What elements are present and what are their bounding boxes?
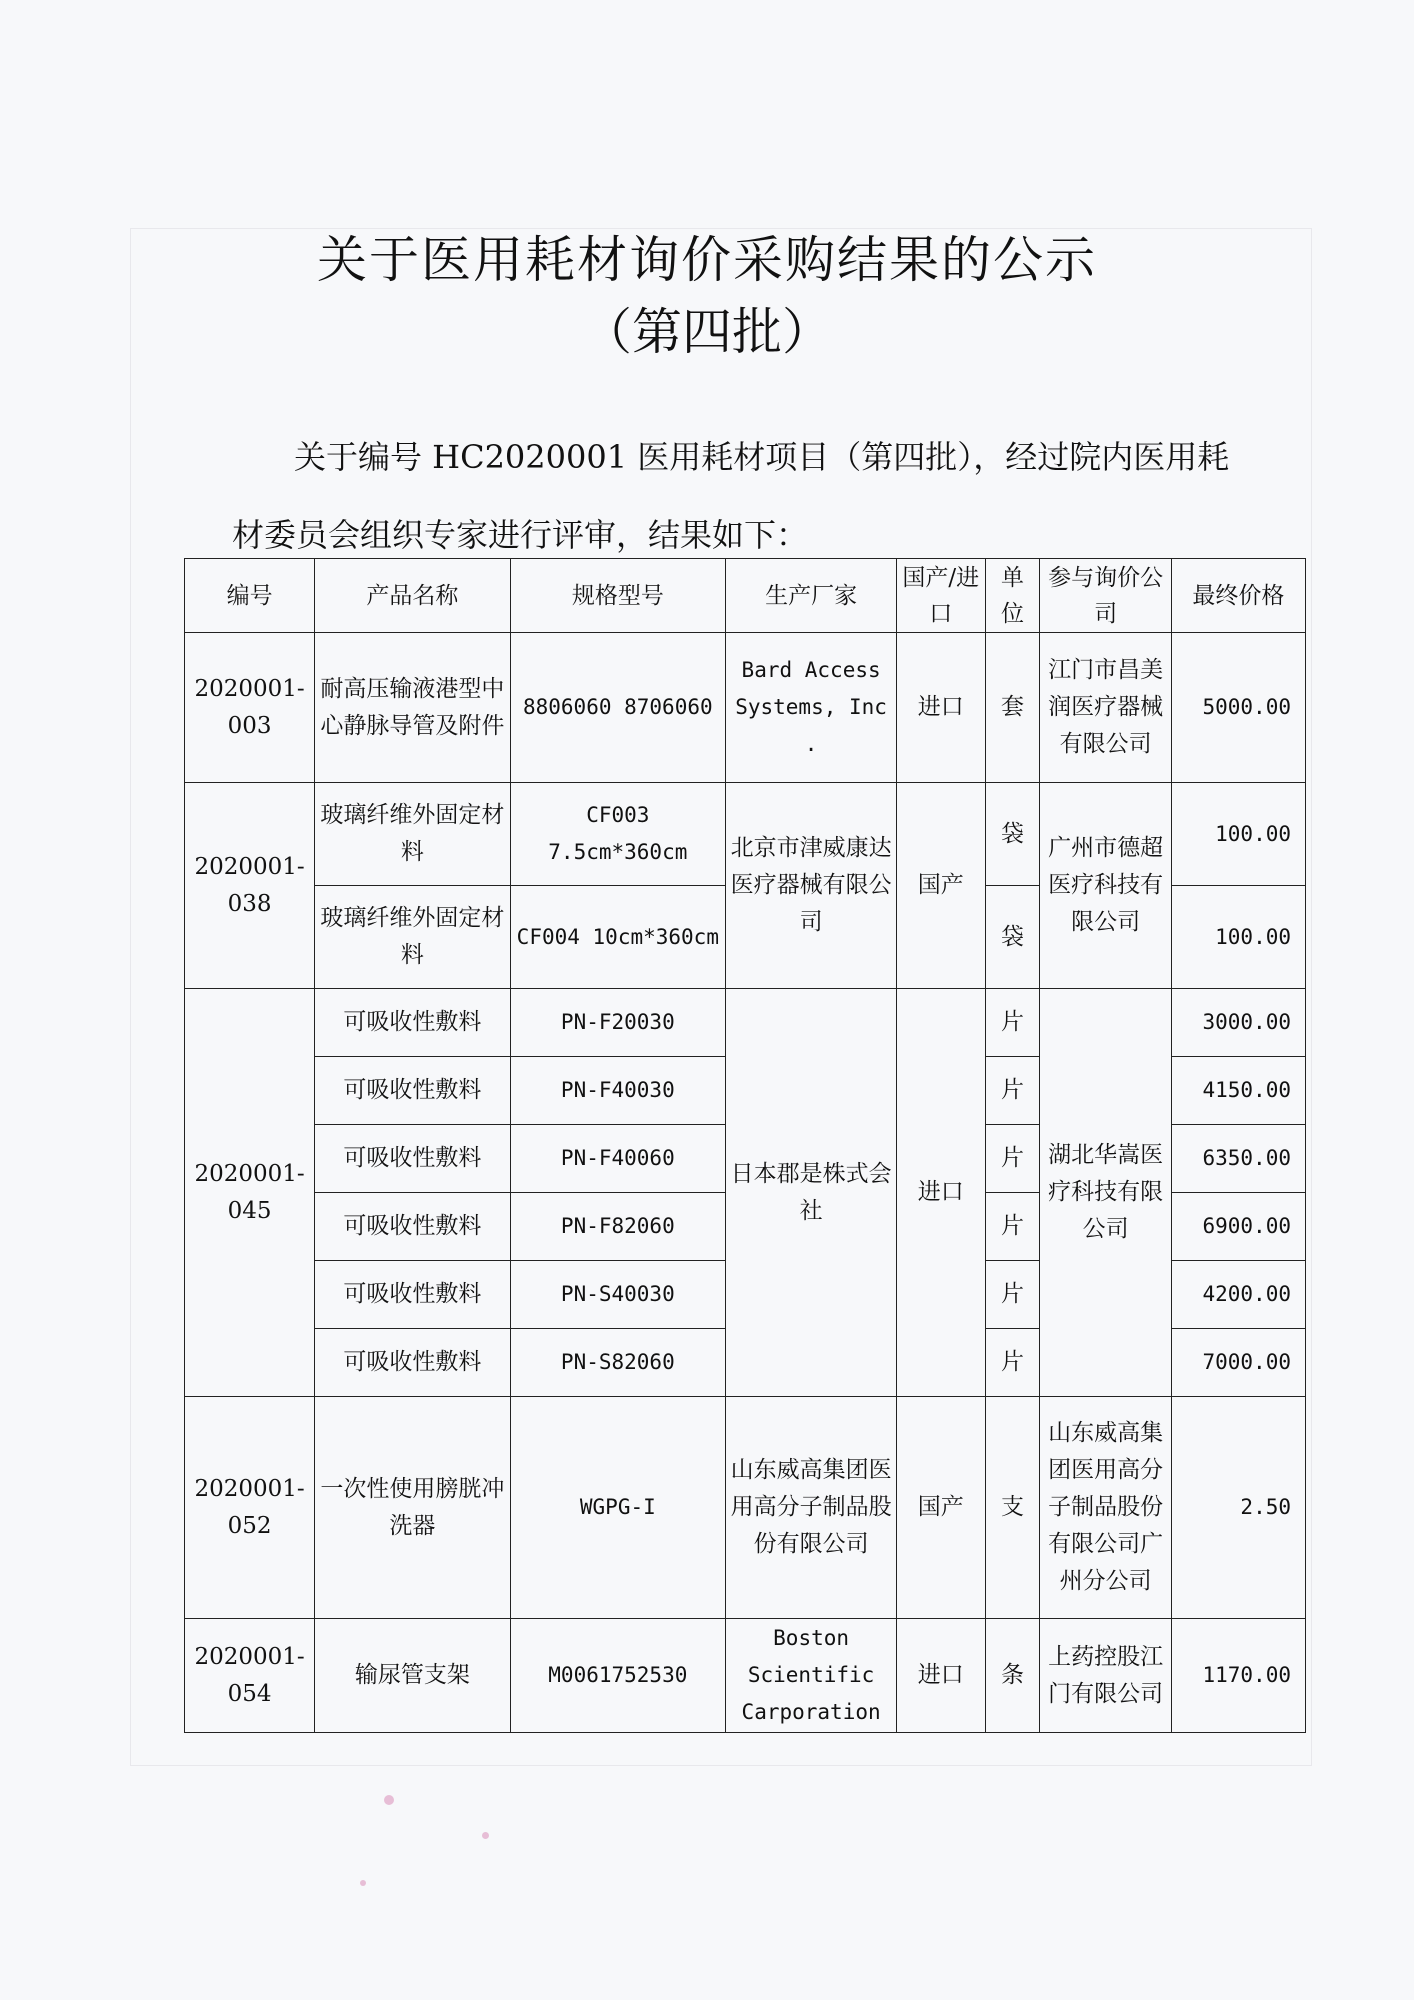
header-cell: 规格型号 — [510, 559, 726, 633]
manufacturer-cell: Boston Scientific Carporation — [726, 1619, 897, 1733]
table-row — [185, 989, 1306, 1057]
header-cell: 产品名称 — [315, 559, 510, 633]
page-subtitle: （第四批） — [582, 303, 832, 361]
spec-cell: PN-F40060 — [510, 1125, 726, 1193]
spec-cell: 8806060 8706060 — [510, 633, 726, 783]
spec-cell: CF003 7.5cm*360cm — [510, 783, 726, 886]
unit-cell: 片 — [985, 1057, 1040, 1125]
page-title: 关于医用耗材询价采购结果的公示 — [317, 231, 1097, 289]
product-name-cell: 可吸收性敷料 — [315, 1125, 510, 1193]
origin-cell: 国产 — [897, 783, 986, 989]
price-cell: 3000.00 — [1171, 989, 1305, 1057]
unit-cell: 套 — [985, 633, 1040, 783]
price-cell: 5000.00 — [1171, 633, 1305, 783]
header-cell: 生产厂家 — [726, 559, 897, 633]
price-cell: 6350.00 — [1171, 1125, 1305, 1193]
price-cell: 6900.00 — [1171, 1193, 1305, 1261]
spec-cell: PN-F82060 — [510, 1193, 726, 1261]
product-name-cell: 可吸收性敷料 — [315, 1261, 510, 1329]
spec-cell: CF004 10cm*360cm — [510, 886, 726, 989]
company-cell: 广州市德超医疗科技有限公司 — [1040, 783, 1171, 989]
table-row — [185, 783, 1306, 886]
manufacturer-cell: 日本郡是株式会社 — [726, 989, 897, 1397]
unit-cell: 片 — [985, 1125, 1040, 1193]
product-name-cell: 一次性使用膀胱冲洗器 — [315, 1397, 510, 1619]
origin-cell: 进口 — [897, 633, 986, 783]
origin-cell: 进口 — [897, 1619, 986, 1733]
unit-cell: 条 — [985, 1619, 1040, 1733]
company-cell: 山东威高集团医用高分子制品股份有限公司广州分公司 — [1040, 1397, 1171, 1619]
manufacturer-cell: Bard Access Systems, Inc . — [726, 633, 897, 783]
spec-cell: PN-F40030 — [510, 1057, 726, 1125]
ink-speck — [384, 1795, 394, 1805]
item-id-cell: 2020001-054 — [185, 1619, 315, 1733]
item-id-cell: 2020001-045 — [185, 989, 315, 1397]
product-name-cell: 可吸收性敷料 — [315, 989, 510, 1057]
price-cell: 2.50 — [1171, 1397, 1305, 1619]
price-cell: 100.00 — [1171, 783, 1305, 886]
company-cell: 江门市昌美润医疗器械有限公司 — [1040, 633, 1171, 783]
manufacturer-cell: 北京市津威康达医疗器械有限公司 — [726, 783, 897, 989]
product-name-cell: 输尿管支架 — [315, 1619, 510, 1733]
manufacturer-cell: 山东威高集团医用高分子制品股份有限公司 — [726, 1397, 897, 1619]
header-cell: 编号 — [185, 559, 315, 633]
product-name-cell: 耐高压输液港型中心静脉导管及附件 — [315, 633, 510, 783]
header-cell: 单位 — [985, 559, 1040, 633]
product-name-cell: 玻璃纤维外固定材料 — [315, 783, 510, 886]
spec-cell: WGPG-I — [510, 1397, 726, 1619]
price-cell: 100.00 — [1171, 886, 1305, 989]
table-row — [185, 1619, 1306, 1733]
item-id-cell: 2020001-038 — [185, 783, 315, 989]
product-name-cell: 可吸收性敷料 — [315, 1329, 510, 1397]
header-cell: 最终价格 — [1171, 559, 1305, 633]
unit-cell: 袋 — [985, 886, 1040, 989]
intro-paragraph: 关于编号 HC2020001 医用耗材项目（第四批），经过院内医用耗材委员会组织专家进行评审，结果如下： — [232, 438, 1230, 554]
origin-cell: 国产 — [897, 1397, 986, 1619]
header-cell: 国产/进口 — [897, 559, 986, 633]
company-cell: 上药控股江门有限公司 — [1040, 1619, 1171, 1733]
product-name-cell: 可吸收性敷料 — [315, 1193, 510, 1261]
spec-cell: PN-S40030 — [510, 1261, 726, 1329]
price-cell: 4200.00 — [1171, 1261, 1305, 1329]
unit-cell: 片 — [985, 1193, 1040, 1261]
unit-cell: 支 — [985, 1397, 1040, 1619]
table-row — [185, 1397, 1306, 1619]
product-name-cell: 可吸收性敷料 — [315, 1057, 510, 1125]
ink-speck — [360, 1880, 366, 1886]
spec-cell: PN-S82060 — [510, 1329, 726, 1397]
table-header-row — [185, 559, 1306, 633]
item-id-cell: 2020001-003 — [185, 633, 315, 783]
item-id-cell: 2020001-052 — [185, 1397, 315, 1619]
spec-cell: PN-F20030 — [510, 989, 726, 1057]
product-name-cell: 玻璃纤维外固定材料 — [315, 886, 510, 989]
price-cell: 7000.00 — [1171, 1329, 1305, 1397]
unit-cell: 袋 — [985, 783, 1040, 886]
company-cell: 湖北华嵩医疗科技有限公司 — [1040, 989, 1171, 1397]
unit-cell: 片 — [985, 1261, 1040, 1329]
price-cell: 4150.00 — [1171, 1057, 1305, 1125]
spec-cell: M0061752530 — [510, 1619, 726, 1733]
origin-cell: 进口 — [897, 989, 986, 1397]
price-cell: 1170.00 — [1171, 1619, 1305, 1733]
unit-cell: 片 — [985, 1329, 1040, 1397]
table-row — [185, 633, 1306, 783]
ink-speck — [482, 1832, 489, 1839]
header-cell: 参与询价公司 — [1040, 559, 1171, 633]
procurement-results-table — [184, 558, 1306, 1733]
unit-cell: 片 — [985, 989, 1040, 1057]
